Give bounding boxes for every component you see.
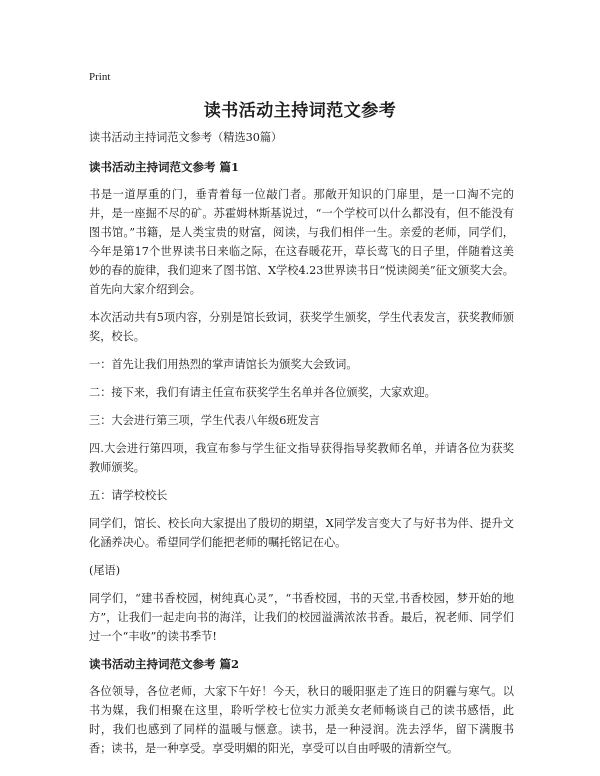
paragraph: (尾语) (89, 564, 121, 577)
paragraph: 本次活动共有5项内容，分别是馆长致词，获奖学生颁奖，学生代表发言，获奖教师颁奖，校长。 (89, 311, 514, 343)
paragraph: 五：请学校校长 (89, 489, 168, 502)
paragraph: 书是一道厚重的门，垂青着每一位敲门者。那敞开知识的门扉里，是一口淘不完的井，是一座掘不尽的矿。苏霍姆林斯基说过，“一个学校可以什么都没有，但不能没有图书馆。”书籍，是人类宝贵的财富，阅读，与我们相伴一生。亲爱的老师，同学们，今年是第17个世界读书日来临之际，在这春暖花开，草长莺飞的日子里，伴随着这美妙的春的旋律，我们迎来了图书馆、X学校4.23世界读书日“悦读阅美”征文颁奖大会。首先向大家介绍到会。 (89, 188, 514, 296)
paragraph: 三：大会进行第三项，学生代表八年级6班发言 (89, 414, 320, 427)
print-label[interactable]: Print (89, 71, 111, 83)
paragraph: 二：接下来，我们有请主任宣布获奖学生名单并各位颁奖，大家欢迎。 (89, 386, 436, 399)
document-body (89, 128, 514, 767)
paragraph: 同学们，“建书香校园，树纯真心灵”，“书香校园，书的天堂,书香校园，梦开始的地方”，让我们一起走向书的海洋，让我们的校园溢满浓浓书香。最后，祝老师、同学们过一个“丰收”的读书季节! (89, 592, 514, 643)
section-heading-2: 读书活动主持词范文参考 篇2 (89, 657, 240, 671)
section-heading-1: 读书活动主持词范文参考 篇1 (89, 160, 240, 174)
paragraph: 四.大会进行第四项，我宣布参与学生征文指导获得指导奖教师名单，并请各位为获奖教师颁奖。 (89, 442, 514, 474)
document-title: 读书活动主持词范文参考 (203, 101, 397, 121)
document-subtitle: 读书活动主持词范文参考（精选30篇） (89, 131, 283, 144)
paragraph: 一：首先让我们用热烈的掌声请馆长为颁奖大会致词。 (89, 358, 358, 371)
paragraph: 各位领导，各位老师，大家下午好！今天，秋日的暖阳驱走了连日的阴霾与寒气。以书为媒，我们相聚在这里，聆听学校七位实力派美女老师畅谈自己的读书感悟，此时，我们也感到了同样的温暖与惬意。读书，是一种浸润。洗去浮华，留下满腹书香；读书，是一种享受。享受明媚的阳光，享受可以自由呼吸的清新空气。 (89, 685, 514, 755)
paragraph: 同学们，馆长、校长向大家提出了殷切的期望，X同学发言变大了与好书为伴、提升文化涵养决心。希望同学们能把老师的嘱托铭记在心。 (89, 517, 514, 549)
